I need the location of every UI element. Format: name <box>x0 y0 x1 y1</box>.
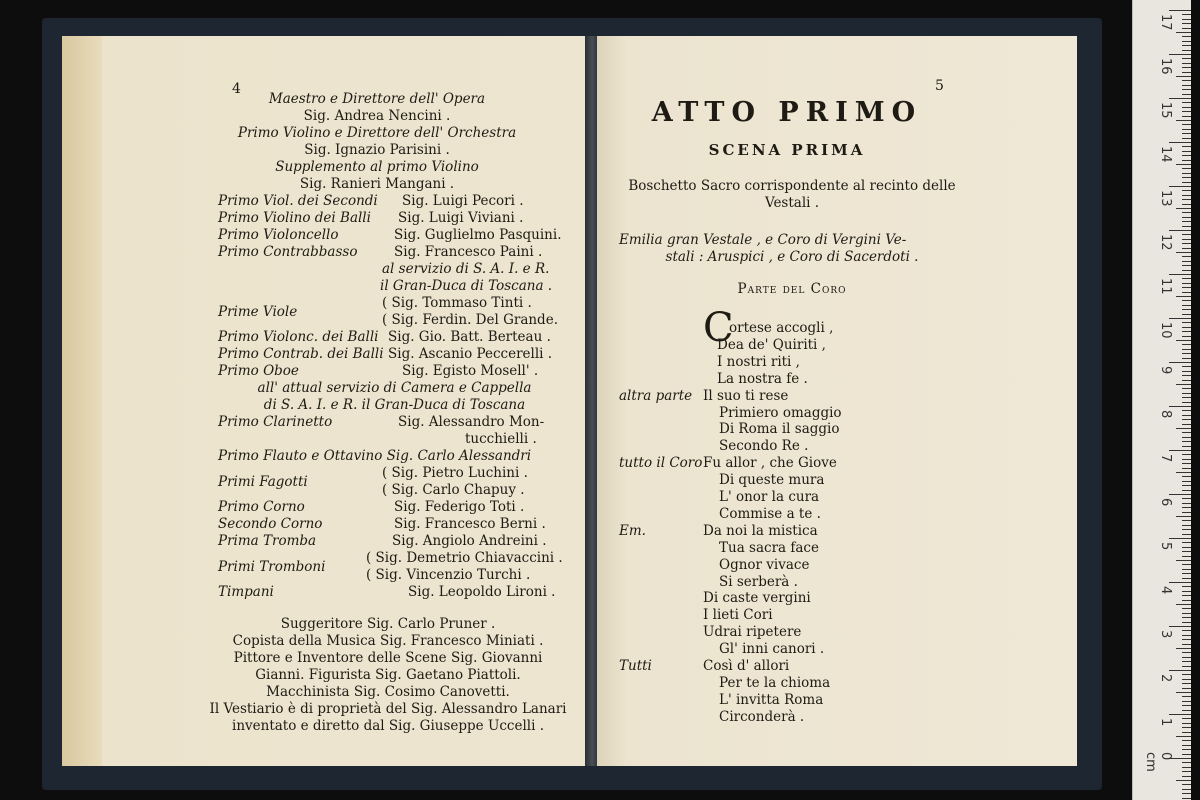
ruler-tick <box>1182 331 1191 332</box>
header-line: Supplemento al primo Violino <box>275 159 479 175</box>
ruler-tick <box>1182 305 1191 306</box>
player-name: Sig. Leopoldo Lironi . <box>408 584 556 600</box>
player-name: Sig. Ascanio Peccerelli . <box>388 346 553 362</box>
ruler-tick <box>1182 397 1191 398</box>
ruler-tick <box>1176 296 1191 297</box>
ruler-tick <box>1182 424 1191 425</box>
ruler-tick <box>1182 314 1191 315</box>
measuring-ruler <box>1132 0 1191 800</box>
ruler-tick <box>1169 406 1191 407</box>
player-name: Sig. Egisto Mosell' . <box>402 363 539 379</box>
ruler-tick <box>1182 507 1191 508</box>
page-number: 5 <box>935 78 944 94</box>
footer-line: inventato e diretto dal Sig. Giuseppe Uccelli . <box>232 718 544 734</box>
ruler-tick <box>1182 432 1191 433</box>
ruler-tick <box>1182 344 1191 345</box>
ruler-tick <box>1182 116 1191 117</box>
ruler-tick <box>1182 287 1191 288</box>
ruler-tick <box>1182 256 1191 257</box>
ruler-tick <box>1182 410 1191 411</box>
ruler-number: 16 <box>1158 58 1173 75</box>
ruler-tick <box>1182 789 1191 790</box>
ruler-tick <box>1182 613 1191 614</box>
ruler-tick <box>1182 182 1191 183</box>
role-label: Timpani <box>218 584 274 600</box>
ruler-tick <box>1176 736 1191 737</box>
ruler-tick <box>1169 538 1191 539</box>
ruler-number: 12 <box>1158 234 1173 251</box>
ruler-tick <box>1182 630 1191 631</box>
ruler-tick <box>1176 780 1191 781</box>
service-note: il Gran-Duca di Toscana . <box>380 278 553 294</box>
ruler-tick <box>1182 419 1191 420</box>
ruler-tick <box>1182 111 1191 112</box>
ruler-tick <box>1182 622 1191 623</box>
role-label: Primo Corno <box>218 499 305 515</box>
ruler-tick <box>1182 591 1191 592</box>
ruler-tick <box>1182 762 1191 763</box>
section-heading: Parte del Coro <box>737 281 847 297</box>
ruler-tick <box>1182 534 1191 535</box>
ruler-tick <box>1182 173 1191 174</box>
ruler-tick <box>1182 740 1191 741</box>
ruler-tick <box>1176 164 1191 165</box>
verse-line: La nostra fe . <box>717 370 808 387</box>
player-name: ( Sig. Vincenzio Turchi . <box>366 567 531 583</box>
verse-speaker: tutto il Coro <box>619 455 703 472</box>
service-note: di S. A. I. e R. il Gran-Duca di Toscana <box>263 397 526 413</box>
ruler-tick <box>1182 327 1191 328</box>
player-name: Sig. Luigi Viviani . <box>398 210 524 226</box>
ruler-tick <box>1182 727 1191 728</box>
ruler-tick <box>1182 102 1191 103</box>
player-name: ( Sig. Demetrio Chiavaccini . <box>366 550 563 566</box>
verse-speaker: Em. <box>619 522 646 539</box>
verse-line: Tua sacra face <box>719 539 819 556</box>
verse-line: L' onor la cura <box>719 489 820 505</box>
player-name: Sig. Francesco Paini . <box>394 244 543 260</box>
ruler-tick <box>1182 485 1191 486</box>
ruler-tick <box>1182 446 1191 447</box>
ruler-tick <box>1182 234 1191 235</box>
ruler-number: 5 <box>1158 542 1173 551</box>
ruler-tick <box>1182 595 1191 596</box>
service-note: all' attual servizio di Camera e Cappella <box>257 380 532 396</box>
ruler-tick <box>1182 322 1191 323</box>
ruler-tick <box>1182 710 1191 711</box>
ruler-tick <box>1182 204 1191 205</box>
ruler-tick <box>1182 138 1191 139</box>
ruler-tick <box>1182 366 1191 367</box>
player-name: Sig. Angiolo Andreini . <box>392 533 547 549</box>
ruler-tick <box>1182 226 1191 227</box>
verse-line: ortese accogli , <box>729 320 834 336</box>
ruler-tick <box>1182 14 1191 15</box>
ruler-number: 2 <box>1158 674 1173 683</box>
ruler-tick <box>1182 94 1191 95</box>
ruler-tick <box>1182 402 1191 403</box>
ruler-tick <box>1176 472 1191 473</box>
ruler-number: 4 <box>1158 586 1173 595</box>
role-label: Primo Violonc. dei Balli <box>218 329 379 345</box>
player-name: Sig. Francesco Berni . <box>394 516 546 532</box>
ruler-tick <box>1182 749 1191 750</box>
ruler-tick <box>1182 133 1191 134</box>
footer-line: Macchinista Sig. Cosimo Canovetti. <box>266 684 510 700</box>
ruler-tick <box>1182 525 1191 526</box>
verse-line: L' invitta Roma <box>719 691 824 708</box>
ruler-number: 8 <box>1158 410 1173 419</box>
ruler-tick <box>1182 520 1191 521</box>
footer-line: Copista della Musica Sig. Francesco Miniati . <box>232 633 544 649</box>
ruler-tick <box>1182 586 1191 587</box>
ruler-tick <box>1182 767 1191 768</box>
ruler-tick <box>1182 190 1191 191</box>
verse-line: Ognor vivace <box>719 556 810 573</box>
flauto-line: Primo Flauto e Ottavino Sig. Carlo Alessandri <box>218 448 532 464</box>
ruler-tick <box>1182 463 1191 464</box>
ruler-tick <box>1182 705 1191 706</box>
ruler-tick <box>1169 582 1191 583</box>
ruler-tick <box>1169 318 1191 319</box>
ruler-tick <box>1182 243 1191 244</box>
ruler-tick <box>1182 529 1191 530</box>
ruler-tick <box>1169 10 1191 11</box>
ruler-tick <box>1182 80 1191 81</box>
ruler-tick <box>1182 481 1191 482</box>
verse-line: Dea de' Quiriti , <box>717 336 826 353</box>
ruler-tick <box>1182 564 1191 565</box>
ruler-tick <box>1182 542 1191 543</box>
ruler-tick <box>1182 569 1191 570</box>
ruler-tick <box>1182 23 1191 24</box>
player-name: tucchielli . <box>465 431 537 447</box>
ruler-tick <box>1182 195 1191 196</box>
ruler-tick <box>1182 129 1191 130</box>
ruler-tick <box>1182 107 1191 108</box>
footer-line: Pittore e Inventore delle Scene Sig. Giovanni <box>233 650 543 666</box>
ruler-tick <box>1182 657 1191 658</box>
ruler-tick <box>1182 547 1191 548</box>
verse-line: Per te la chioma <box>719 674 831 691</box>
ruler-number: 1 <box>1158 718 1173 727</box>
ruler-tick <box>1182 661 1191 662</box>
verse-line: I nostri riti , <box>717 353 800 370</box>
role-label: Primi Fagotti <box>218 474 308 490</box>
setting-line: Boschetto Sacro corrispondente al recinto delle <box>628 178 956 194</box>
header-line: Sig. Andrea Nencini . <box>303 108 451 124</box>
setting-line: Vestali . <box>764 195 820 211</box>
header-line: Primo Violino e Direttore dell' Orchestra <box>237 125 517 141</box>
ruler-tick <box>1176 428 1191 429</box>
ruler-tick <box>1182 415 1191 416</box>
ruler-tick <box>1176 692 1191 693</box>
ruler-tick <box>1169 714 1191 715</box>
ruler-tick <box>1182 754 1191 755</box>
ruler-tick <box>1182 573 1191 574</box>
player-name: Sig. Gio. Batt. Berteau . <box>388 329 551 345</box>
footer-line: Gianni. Figurista Sig. Gaetano Piattoli. <box>255 667 521 683</box>
player-name: Sig. Federigo Toti . <box>394 499 525 515</box>
ruler-tick <box>1182 278 1191 279</box>
ruler-tick <box>1182 248 1191 249</box>
verse-speaker: Tutti <box>619 658 652 674</box>
ruler-tick <box>1182 556 1191 557</box>
right-page <box>597 36 1077 766</box>
ruler-tick <box>1169 186 1191 187</box>
ruler-number: 14 <box>1158 146 1173 163</box>
role-label: Prima Tromba <box>218 533 317 549</box>
ruler-tick <box>1182 58 1191 59</box>
ruler-tick <box>1169 54 1191 55</box>
ruler-tick <box>1176 604 1191 605</box>
ruler-tick <box>1182 217 1191 218</box>
ruler-tick <box>1182 124 1191 125</box>
ruler-tick <box>1176 560 1191 561</box>
ruler-tick <box>1182 701 1191 702</box>
ruler-tick <box>1182 63 1191 64</box>
characters-line: Emilia gran Vestale , e Coro di Vergini Ve- <box>619 232 907 248</box>
ruler-tick <box>1182 674 1191 675</box>
ruler-tick <box>1182 635 1191 636</box>
ruler-number: 7 <box>1158 454 1173 463</box>
verse-line: Di queste mura <box>719 472 825 489</box>
ruler-tick <box>1182 476 1191 477</box>
ruler-tick <box>1182 72 1191 73</box>
ruler-tick <box>1176 340 1191 341</box>
ruler-tick <box>1182 600 1191 601</box>
ruler-tick <box>1182 688 1191 689</box>
ruler-tick <box>1182 177 1191 178</box>
ruler-tick <box>1182 28 1191 29</box>
ruler-tick <box>1176 516 1191 517</box>
header-line: Maestro e Direttore dell' Opera <box>268 91 486 107</box>
ruler-tick <box>1182 718 1191 719</box>
ruler-tick <box>1182 732 1191 733</box>
ruler-tick <box>1182 498 1191 499</box>
ruler-number: 0 cm <box>1143 752 1173 772</box>
role-label: Primo Oboe <box>218 363 299 379</box>
ruler-tick <box>1182 146 1191 147</box>
ruler-tick <box>1182 270 1191 271</box>
ruler-tick <box>1182 89 1191 90</box>
ruler-tick <box>1182 353 1191 354</box>
role-label: Primi Tromboni <box>218 559 326 575</box>
ruler-tick <box>1182 617 1191 618</box>
verse-line: Gl' inni canori . <box>719 641 825 658</box>
ruler-tick <box>1182 468 1191 469</box>
ruler-tick <box>1182 745 1191 746</box>
ruler-tick <box>1182 551 1191 552</box>
role-label: Primo Violoncello <box>218 227 339 243</box>
verse-line: Secondo Re . <box>719 438 809 455</box>
ruler-tick <box>1182 349 1191 350</box>
ruler-tick <box>1182 388 1191 389</box>
verse-line: Così d' allori <box>703 658 790 674</box>
ruler-tick <box>1182 798 1191 799</box>
ruler-tick <box>1182 771 1191 772</box>
ruler-tick <box>1182 36 1191 37</box>
verse-line: Circonderà . <box>719 708 805 725</box>
ruler-tick <box>1182 793 1191 794</box>
act-title: ATTO PRIMO <box>651 97 923 128</box>
role-label: Primo Contrab. dei Balli <box>218 346 384 362</box>
ruler-tick <box>1182 696 1191 697</box>
verse-line: Primiero omaggio <box>719 404 842 421</box>
ruler-tick <box>1182 371 1191 372</box>
ruler-tick <box>1176 648 1191 649</box>
player-name: Sig. Luigi Pecori . <box>402 193 524 209</box>
ruler-tick <box>1182 608 1191 609</box>
ruler-tick <box>1182 41 1191 42</box>
ruler-number: 3 <box>1158 630 1173 639</box>
ruler-tick <box>1182 375 1191 376</box>
verse-line: Fu allor , che Giove <box>703 455 837 472</box>
role-label: Primo Viol. dei Secondi <box>218 193 378 209</box>
ruler-tick <box>1182 239 1191 240</box>
role-label: Primo Violino dei Balli <box>218 210 371 226</box>
ruler-tick <box>1169 362 1191 363</box>
verse-line: Di caste vergini <box>703 590 811 607</box>
header-line: Sig. Ranieri Mangani . <box>299 176 455 192</box>
ruler-tick <box>1169 230 1191 231</box>
ruler-tick <box>1169 626 1191 627</box>
player-name: Sig. Guglielmo Pasquini. <box>394 227 562 243</box>
ruler-number: 13 <box>1158 190 1173 207</box>
ruler-tick <box>1182 512 1191 513</box>
footer-line: Il Vestiario è di proprietà del Sig. Alessandro Lanari <box>209 701 567 717</box>
player-name: ( Sig. Carlo Chapuy . <box>382 482 525 498</box>
player-name: ( Sig. Pietro Luchini . <box>382 465 528 481</box>
role-label: Primo Contrabbasso <box>218 244 358 260</box>
verse-line: Commise a te . <box>719 505 821 522</box>
role-label: Primo Clarinetto <box>218 414 333 430</box>
ruler-tick <box>1182 393 1191 394</box>
ruler-tick <box>1182 652 1191 653</box>
ruler-tick <box>1182 67 1191 68</box>
ruler-number: 6 <box>1158 498 1173 507</box>
ruler-tick <box>1182 666 1191 667</box>
ruler-tick <box>1182 644 1191 645</box>
ruler-tick <box>1169 274 1191 275</box>
ruler-tick <box>1182 776 1191 777</box>
ruler-tick <box>1182 454 1191 455</box>
ruler-tick <box>1176 384 1191 385</box>
ruler-number: 10 <box>1158 322 1173 339</box>
verse-line: Udrai ripetere <box>703 624 802 641</box>
ruler-tick <box>1182 309 1191 310</box>
ruler-tick <box>1182 155 1191 156</box>
ruler-tick <box>1169 450 1191 451</box>
verse-line: Di Roma il saggio <box>719 421 840 438</box>
ruler-tick <box>1182 261 1191 262</box>
ruler-tick <box>1182 151 1191 152</box>
ruler-tick <box>1169 98 1191 99</box>
ruler-tick <box>1182 437 1191 438</box>
ruler-tick <box>1182 679 1191 680</box>
ruler-tick <box>1182 45 1191 46</box>
ruler-tick <box>1182 578 1191 579</box>
ruler-tick <box>1182 19 1191 20</box>
verse-line: Da noi la mistica <box>703 522 818 539</box>
left-page <box>62 36 587 766</box>
ruler-number: 9 <box>1158 366 1173 375</box>
ruler-tick <box>1182 265 1191 266</box>
ruler-tick <box>1176 208 1191 209</box>
ruler-tick <box>1182 639 1191 640</box>
ruler-tick <box>1182 160 1191 161</box>
ruler-tick <box>1182 300 1191 301</box>
ruler-tick <box>1182 336 1191 337</box>
role-label: Prime Viole <box>218 304 298 320</box>
ruler-number: 17 <box>1158 14 1173 31</box>
drop-cap: C <box>703 305 734 351</box>
ruler-tick <box>1182 168 1191 169</box>
ruler-tick <box>1182 212 1191 213</box>
ruler-tick <box>1169 494 1191 495</box>
page-number: 4 <box>232 81 241 97</box>
ruler-tick <box>1182 50 1191 51</box>
player-name: ( Sig. Tommaso Tinti . <box>382 295 532 311</box>
verse-line: Il suo ti rese <box>703 387 789 404</box>
ruler-tick <box>1182 292 1191 293</box>
ruler-tick <box>1182 221 1191 222</box>
verse-line: Si serberà . <box>719 573 798 590</box>
ruler-tick <box>1182 85 1191 86</box>
ruler-tick <box>1182 490 1191 491</box>
ruler-tick <box>1176 120 1191 121</box>
characters-line: stali : Aruspici , e Coro di Sacerdoti . <box>665 249 919 265</box>
ruler-tick <box>1182 683 1191 684</box>
verse-line: I lieti Cori <box>703 607 773 624</box>
ruler-tick <box>1182 380 1191 381</box>
ruler-tick <box>1176 32 1191 33</box>
page-edge <box>62 36 102 766</box>
ruler-tick <box>1182 199 1191 200</box>
ruler-tick <box>1169 142 1191 143</box>
ruler-tick <box>1182 283 1191 284</box>
scene-title: SCENA PRIMA <box>708 141 866 159</box>
ruler-number: 11 <box>1158 278 1173 295</box>
service-note: al servizio di S. A. I. e R. <box>382 261 550 277</box>
player-name: ( Sig. Ferdin. Del Grande. <box>382 312 558 328</box>
footer-line: Suggeritore Sig. Carlo Pruner . <box>280 616 496 632</box>
ruler-tick <box>1169 670 1191 671</box>
ruler-tick <box>1182 503 1191 504</box>
role-label: Secondo Corno <box>218 516 323 532</box>
ruler-tick <box>1176 252 1191 253</box>
ruler-tick <box>1176 76 1191 77</box>
player-name: Sig. Alessandro Mon- <box>398 414 545 430</box>
ruler-number: 15 <box>1158 102 1173 119</box>
ruler-tick <box>1182 784 1191 785</box>
header-line: Sig. Ignazio Parisini . <box>304 142 450 158</box>
ruler-tick <box>1182 459 1191 460</box>
ruler-tick <box>1182 723 1191 724</box>
verse-speaker: altra parte <box>619 387 693 404</box>
ruler-tick <box>1182 441 1191 442</box>
ruler-tick <box>1182 358 1191 359</box>
